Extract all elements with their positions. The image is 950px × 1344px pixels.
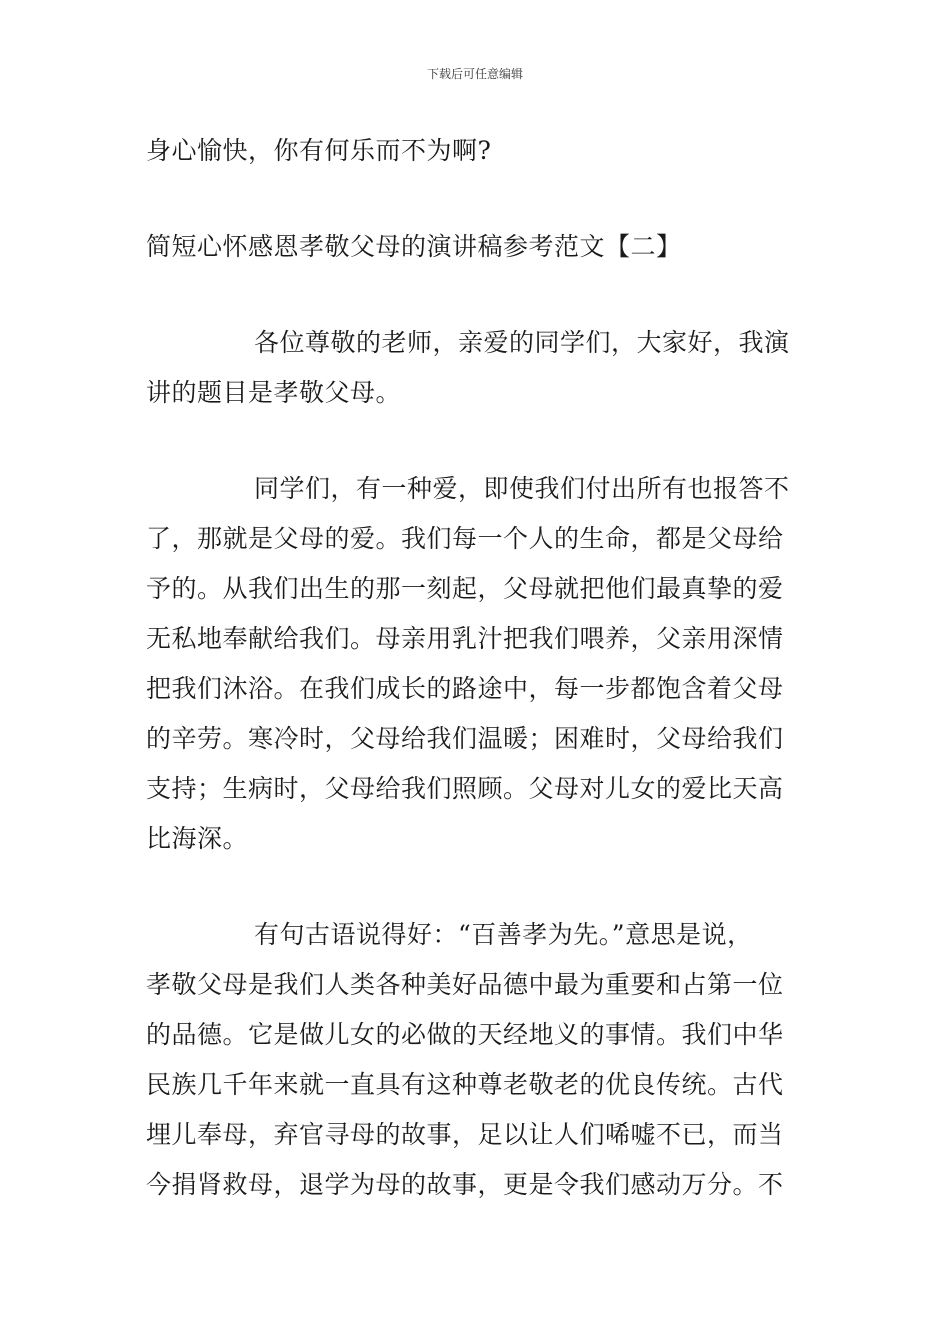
paragraph-3-line: 民族几千年来就一直具有这种尊老敬老的优良传统。古代 <box>146 1070 784 1099</box>
paragraph-3-line: 的品德。它是做儿女的必做的天经地义的事情。我们中华 <box>146 1020 784 1049</box>
paragraph-2-line: 同学们，有一种爱，即使我们付出所有也报答不 <box>254 474 790 503</box>
paragraph-3-line: 今捐肾救母，退学为母的故事，更是令我们感动万分。不 <box>146 1170 784 1199</box>
paragraph-2-line: 无私地奉献给我们。母亲用乳汁把我们喂养，父亲用深情 <box>146 624 784 653</box>
paragraph-1-line: 讲的题目是孝敬父母。 <box>146 378 402 407</box>
page-header: 下载后可任意编辑 <box>426 67 523 81</box>
paragraph-2-line: 了，那就是父母的爱。我们每一个人的生命，都是父母给 <box>146 524 784 553</box>
paragraph-1-line: 各位尊敬的老师，亲爱的同学们，大家好，我演 <box>254 328 790 357</box>
text-line: 身心愉快，你有何乐而不为啊? <box>146 136 492 165</box>
paragraph-2-line: 的辛劳。寒冷时，父母给我们温暖；困难时，父母给我们 <box>146 724 784 753</box>
paragraph-2-line: 把我们沐浴。在我们成长的路途中，每一步都饱含着父母 <box>146 674 784 703</box>
section-heading: 简短心怀感恩孝敬父母的演讲稿参考范文【二】 <box>146 232 682 261</box>
document-body <box>146 126 806 1210</box>
paragraph-3-line: 有句古语说得好：“百善孝为先。”意思是说， <box>254 920 753 949</box>
paragraph-3-line: 埋儿奉母，弃官寻母的故事，足以让人们唏嘘不已，而当 <box>146 1120 784 1149</box>
paragraph-2-line: 予的。从我们出生的那一刻起，父母就把他们最真挚的爱 <box>146 574 784 603</box>
paragraph-2-line: 比海深。 <box>146 824 249 853</box>
paragraph-3-line: 孝敬父母是我们人类各种美好品德中最为重要和占第一位 <box>146 970 784 999</box>
paragraph-2-line: 支持；生病时，父母给我们照顾。父母对儿女的爱比天高 <box>146 774 784 803</box>
